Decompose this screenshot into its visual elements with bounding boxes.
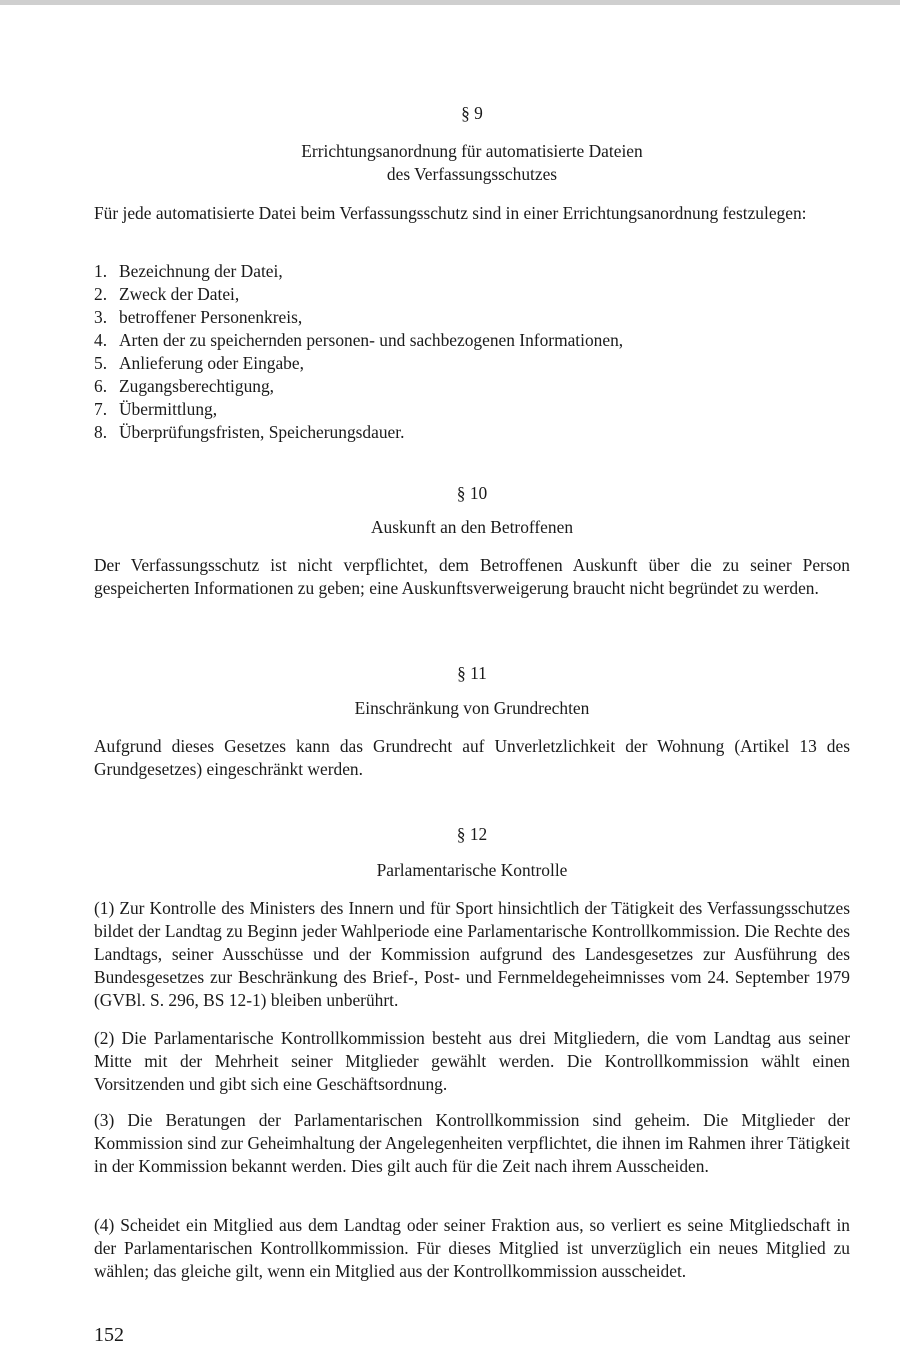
list-number: 1. bbox=[94, 261, 108, 281]
list-text: Übermittlung, bbox=[119, 399, 218, 419]
paragraph: Für jede automatisierte Datei beim Verfassungsschutz sind in einer Errichtungsanordnung festzulegen: bbox=[94, 203, 807, 223]
list-item bbox=[94, 421, 850, 444]
section-title-line: Errichtungsanordnung für automatisierte Dateien bbox=[301, 141, 643, 161]
list-item bbox=[94, 260, 850, 283]
section-12-para-1 bbox=[94, 897, 850, 1012]
section-number: § 9 bbox=[461, 103, 483, 123]
section-title: Parlamentarische Kontrolle bbox=[376, 860, 568, 880]
list-item bbox=[94, 375, 850, 398]
section-9-title bbox=[94, 140, 850, 186]
list-number: 6. bbox=[94, 376, 108, 396]
list-item bbox=[94, 306, 850, 329]
section-12 bbox=[94, 823, 850, 846]
list-text: Bezeichnung der Datei, bbox=[119, 261, 283, 281]
page-number: 152 bbox=[94, 1324, 124, 1346]
paragraph: (4) Scheidet ein Mitglied aus dem Landtag oder seiner Fraktion aus, so verliert es seine Mitgliedschaft in der Parlamentarischen Kontrollkommission. Für dieses Mitglied ist unverzüglich ein neues Mitglied zu wählen; das gleiche gilt, wenn ein Mitglied aus der Kontrollkommission ausscheidet. bbox=[94, 1215, 850, 1281]
list-number: 3. bbox=[94, 307, 108, 327]
list-text: Anlieferung oder Eingabe, bbox=[119, 353, 304, 373]
list-item bbox=[94, 398, 850, 421]
list-item bbox=[94, 352, 850, 375]
section-title: Auskunft an den Betroffenen bbox=[370, 517, 574, 537]
section-12-title-wrap bbox=[94, 859, 850, 882]
section-9 bbox=[94, 102, 850, 125]
list-number: 5. bbox=[94, 353, 108, 373]
list-item bbox=[94, 283, 850, 306]
list-text: Arten der zu speichernden personen- und sachbezogenen Informationen, bbox=[119, 330, 624, 350]
paragraph: Aufgrund dieses Gesetzes kann das Grundrecht auf Unverletzlichkeit der Wohnung (Artikel 13 des Grundgesetzes) eingeschränkt werden. bbox=[94, 736, 850, 779]
list-number: 7. bbox=[94, 399, 108, 419]
section-title-line: des Verfassungsschutzes bbox=[386, 164, 558, 184]
numbered-list bbox=[94, 260, 850, 444]
list-number: 8. bbox=[94, 422, 108, 442]
paragraph: (2) Die Parlamentarische Kontrollkommission besteht aus drei Mitgliedern, die vom Landtag aus seiner Mitte mit der Mehrheit seiner Mitglieder gewählt werden. Die Kontrollkommission wählt einen Vorsitzenden und gibt sich eine Geschäftsordnung. bbox=[94, 1028, 850, 1094]
section-11-title-wrap bbox=[94, 697, 850, 720]
paragraph: (3) Die Beratungen der Parlamentarischen Kontrollkommission sind geheim. Die Mitglieder der Kommission sind zur Geheimhaltung der Angelegenheiten verpflichtet, die ihnen im Rahmen ihrer Tätigkeit in der Kommission bekannt werden. Dies gilt auch für die Zeit nach ihrem Ausscheiden. bbox=[94, 1110, 850, 1176]
scan-top-edge bbox=[0, 0, 900, 5]
paragraph: (1) Zur Kontrolle des Ministers des Innern und für Sport hinsichtlich der Tätigkeit des Verfassungsschutzes bildet der Landtag zu Beginn jeder Wahlperiode eine Parlamentarische Kontrollkommission. Die Rechte des Landtags, seiner Ausschüsse und der Kommission aufgrund des Landesgesetzes zur Ausführung des Bundesgesetzes zur Beschränkung des Brief-, Post- und Fernmeldegeheimnisses vom 24. September 1979 (GVBl. S. 296, BS 12-1) bleiben unberührt. bbox=[94, 898, 850, 1010]
section-number: § 11 bbox=[457, 663, 487, 683]
section-title: Einschränkung von Grundrechten bbox=[354, 698, 590, 718]
list-item bbox=[94, 329, 850, 352]
section-12-para-2 bbox=[94, 1027, 850, 1096]
section-10-title-wrap bbox=[94, 516, 850, 539]
list-number: 4. bbox=[94, 330, 108, 350]
section-12-para-4 bbox=[94, 1214, 850, 1283]
section-11-body bbox=[94, 735, 850, 781]
section-12-para-3 bbox=[94, 1109, 850, 1178]
list-text: Überprüfungsfristen, Speicherungsdauer. bbox=[119, 422, 405, 442]
section-10 bbox=[94, 482, 850, 505]
section-9-intro bbox=[94, 202, 850, 225]
section-11 bbox=[94, 662, 850, 685]
section-number: § 12 bbox=[456, 824, 488, 844]
paragraph: Der Verfassungsschutz ist nicht verpflichtet, dem Betroffenen Auskunft über die zu seiner Person gespeicherten Informationen zu geben; eine Auskunftsverweigerung braucht nicht begründet zu werden. bbox=[94, 555, 850, 598]
section-9-list bbox=[94, 260, 850, 444]
list-text: Zugangsberechtigung, bbox=[119, 376, 275, 396]
section-10-body bbox=[94, 554, 850, 600]
list-text: Zweck der Datei, bbox=[119, 284, 240, 304]
list-text: betroffener Personenkreis, bbox=[119, 307, 303, 327]
section-number: § 10 bbox=[456, 483, 488, 503]
list-number: 2. bbox=[94, 284, 108, 304]
